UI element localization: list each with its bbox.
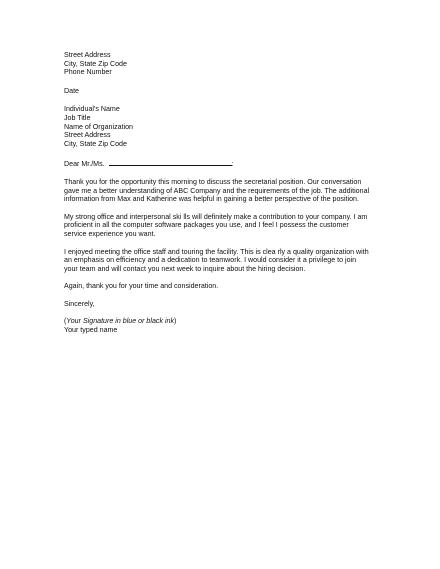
paragraph-2 bbox=[64, 213, 384, 239]
paragraph-1 bbox=[64, 178, 384, 204]
paragraph-1-line: Thank you for the opportunity this morning to discuss the secretarial position. Our conversation bbox=[64, 177, 362, 186]
letter-date: Date bbox=[64, 86, 79, 95]
paragraph-3-line: your team and will contact you next week to inquire about the hiring decision. bbox=[64, 264, 306, 273]
sender-street: Street Address bbox=[64, 51, 111, 59]
salutation-blank-line bbox=[109, 158, 234, 169]
sender-city-line: City, State Zip Code bbox=[64, 59, 127, 68]
paragraph-3 bbox=[64, 248, 384, 274]
paragraph-3-line: an emphasis on efficiency and a dedication to teamwork. I would consider it a privilege to join bbox=[64, 256, 357, 265]
recipient-city-line: City, State Zip Code bbox=[64, 139, 127, 148]
typed-name: Your typed name bbox=[64, 326, 118, 335]
signature-close-paren: ) bbox=[174, 317, 177, 326]
paragraph-1-line: gave me a better understanding of ABC Company and the requirements of the job. The additional bbox=[64, 186, 370, 195]
paragraph-1-line: information from Max and Katherine was helpful in gaining a better perspective of the position. bbox=[64, 195, 359, 204]
recipient-title: Job Title bbox=[64, 113, 91, 122]
recipient-name: Individual's Name bbox=[64, 105, 120, 114]
signature-line bbox=[64, 317, 384, 326]
signature-instruction: Your Signature in blue or black ink bbox=[66, 317, 175, 326]
sender-address bbox=[64, 51, 384, 77]
signature-open-paren: ( bbox=[64, 317, 67, 326]
recipient-organization: Name of Organization bbox=[64, 122, 134, 131]
paragraph-4: Again, thank you for your time and consideration. bbox=[64, 282, 219, 291]
salutation-suffix: : bbox=[231, 160, 234, 169]
sender-phone: Phone Number bbox=[64, 68, 112, 77]
paragraph-3-line: I enjoyed meeting the office staff and touring the facility. This is clea rly a quality organization with bbox=[64, 247, 369, 256]
signature-block bbox=[64, 317, 384, 334]
paragraph-2-line: My strong office and interpersonal ski lls will definitely make a contribution to your company. I am bbox=[64, 212, 368, 221]
paragraph-2-line: proficient in all the computer software packages you use, and I feel I possess the customer bbox=[64, 221, 349, 230]
paragraph-2-line: service experience you want. bbox=[64, 229, 156, 238]
salutation-prefix: Dear Mr./Ms. bbox=[64, 160, 105, 169]
recipient-street: Street Address bbox=[64, 131, 111, 140]
letter-body bbox=[64, 51, 384, 335]
salutation bbox=[64, 158, 384, 169]
closing: Sincerely, bbox=[64, 299, 95, 308]
recipient-address bbox=[64, 105, 384, 148]
